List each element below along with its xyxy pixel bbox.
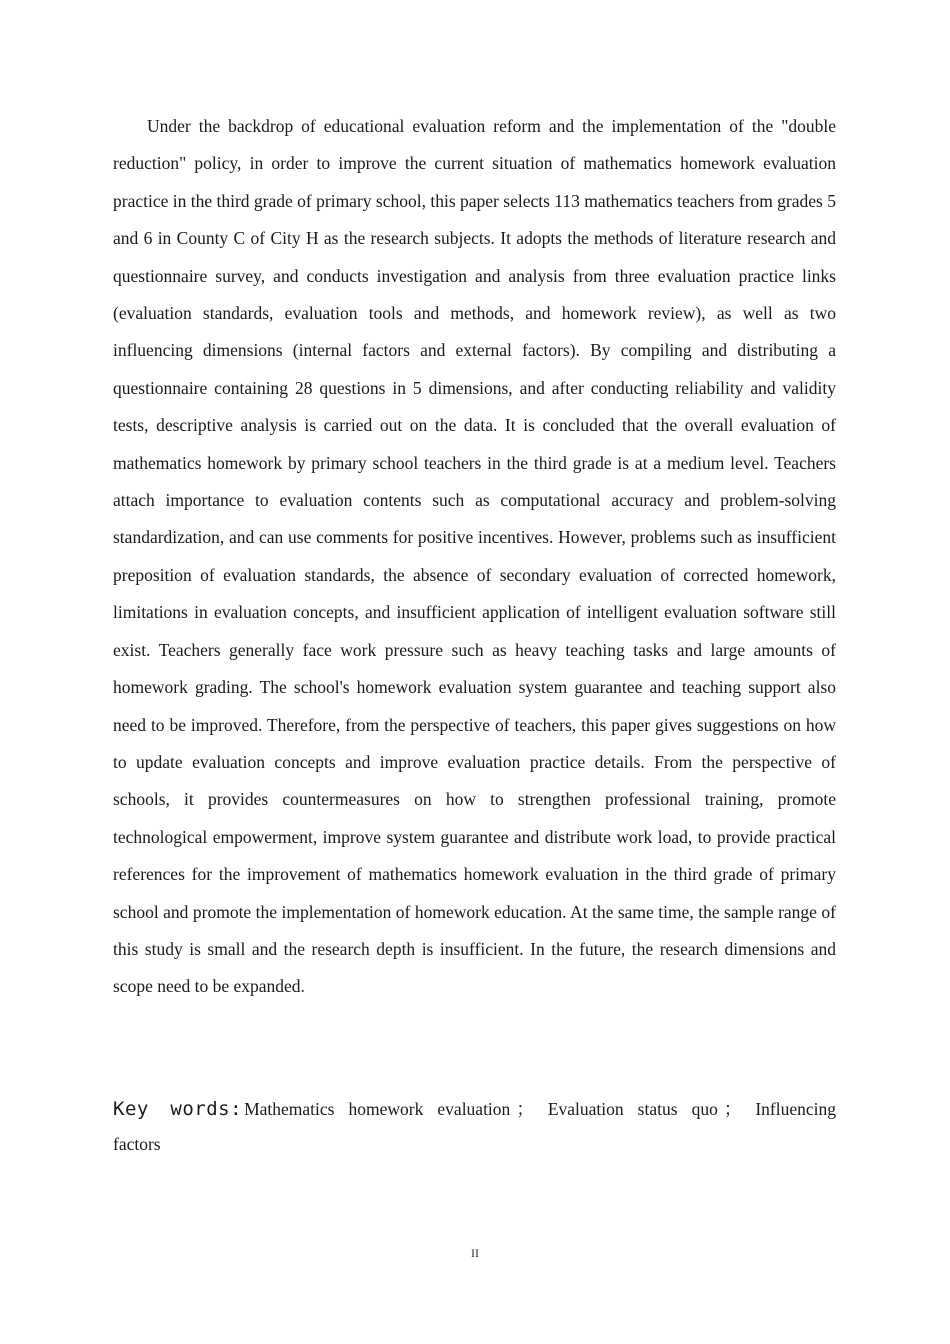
- keyword-item: Influencing factors: [113, 1099, 837, 1154]
- keywords-line: [113, 1092, 836, 1162]
- keywords-label: Key words:: [113, 1098, 243, 1120]
- page-number: II: [471, 1246, 479, 1260]
- keyword-item: Mathematics homework evaluation: [244, 1099, 511, 1119]
- keyword-separator: ；: [723, 1099, 742, 1119]
- keyword-separator: ；: [516, 1099, 534, 1119]
- abstract-paragraph: Under the backdrop of educational evaluation reform and the implementation of the "double reduction" policy, in order to improve the current situation of mathematics homework evaluation practice in the third grade of primary school, this paper selects 113 mathematics teachers from grades 5 and 6 in County C of City H as the research subjects. It adopts the methods of literature research and questionnaire survey, and conducts investigation and analysis from three evaluation practice links (evaluation standards, evaluation tools and methods, and homework review), as well as two influencing dimensions (internal factors and external factors). By compiling and distributing a questionnaire containing 28 questions in 5 dimensions, and after conducting reliability and validity tests, descriptive analysis is carried out on the data. It is concluded that the overall evaluation of mathematics homework by primary school teachers in the third grade is at a medium level. Teachers attach importance to evaluation contents such as computational accuracy and problem-solving standardization, and can use comments for positive incentives. However, problems such as insufficient preposition of evaluation standards, the absence of secondary evaluation of corrected homework, limitations in evaluation concepts, and insufficient application of intelligent evaluation software still exist. Teachers generally face work pressure such as heavy teaching tasks and large amounts of homework grading. The school's homework evaluation system guarantee and teaching support also need to be improved. Therefore, from the perspective of teachers, this paper gives suggestions on how to update evaluation concepts and improve evaluation practice details. From the perspective of schools, it provides countermeasures on how to strengthen professional training, promote technological empowerment, improve system guarantee and distribute work load, to provide practical references for the improvement of mathematics homework evaluation in the third grade of primary school and promote the implementation of homework education. At the same time, the sample range of this study is small and the research depth is insufficient. In the future, the research dimensions and scope need to be expanded.: [113, 116, 836, 997]
- keyword-item: Evaluation status quo: [547, 1099, 718, 1119]
